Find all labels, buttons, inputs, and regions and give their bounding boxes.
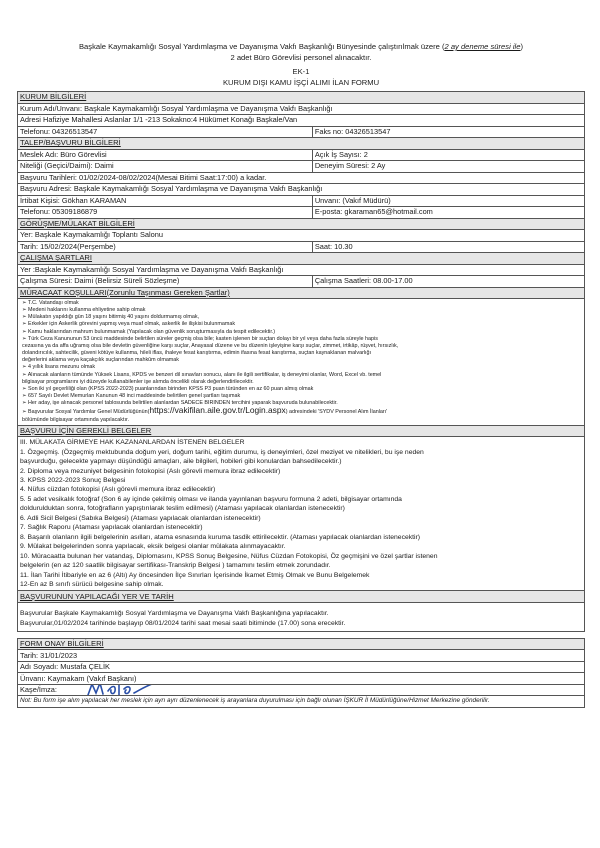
document-line: 2. Diploma veya mezuniyet belgesinin fotokopisi (Aslı görevli memura ibraz edilecektir) [20,467,281,475]
kase-imza [18,684,585,696]
gorusme-yer: Yer: Başkale Kaymakamlığı Toplantı Salonu [18,230,585,242]
form-note: Not: Bu form işe alım yapılacak her meslek için ayrı ayrı düzenlenecek iş arayanlara duyurulması için bağlı olunan İŞKUR İl Müdürlüğüne/Hizmet Merkezine gönderilir. [18,696,585,708]
link-prefix: ➢ Başvurular Sosyal Yardımlar Genel Müdürlüğünün( [22,409,150,416]
document-line: 9. Mülakat belgelerinden sonra yapılacak, eksik belgesi olanlar mülakata alınmayacaktır. [20,543,286,551]
calisma-header: ÇALIŞMA ŞARTLARI [18,253,585,265]
document-line: başvurduğu, gelecekte yapmayı düşündüğü amaçları, aile bilgileri, hobileri gibi konulardan bahsedilecektir.) [20,458,342,466]
basvuru-yeri-text [18,602,585,631]
condition-line: bilgisayar programlarını iyi düzeyde kullanabilenler işe alımda öncelikli olarak değerlendirilecektir. [22,378,254,385]
meslek-adi: Meslek Adı: Büro Görevlisi [18,149,313,161]
document-line: 3. KPSS 2022-2023 Sonuç Belgesi [20,476,126,484]
condition-line: ➢ Erkekler için Askerlik görevini yapmış veya muaf olmak, askerlik ile ilişkisi bulunmamak [22,321,236,328]
application-link-line [22,407,582,416]
document-line: 5. 5 adet vesikalık fotoğraf (Son 6 ay içinde çekilmiş olması ve ilanda yayınlanan başvuru formuna 2 adeti, bilgisayar ortamında [20,495,402,503]
condition-line: ➢ Mülakatın yapıldığı gün 18 yaşını bitirmiş 40 yaşını doldurmamış olmak, [22,314,200,321]
condition-line: ➢ T.C. Vatandaşı olmak [22,300,79,306]
condition-line: bölümünde bilgisayar ortamında yapılacaktır. [22,416,129,423]
irtibat-telefon: Telefonu: 05309186879 [18,207,313,219]
onay-unvani: Ünvanı: Kaymakam (Vakıf Başkanı) [18,673,585,685]
irtibat-eposta: E-posta: gkaraman65@hotmail.com [312,207,584,219]
document-line: belgelerin (en az 120 saatlik bilgisayar sertifikası-Transkrip Belgesi ) tamamını teslim etmek zorundadır. [20,562,331,570]
intro-line2: 2 adet Büro Görevlisi personel alınacaktır. [230,53,372,62]
condition-line: ➢ 4 yıllık lisans mezunu olmak [22,364,96,371]
condition-line: ➢ Türk Ceza Kanununun 53 üncü maddesinde belirtilen süreler geçmiş olsa bile; kasten işlenen bir suçtan dolayı bir yıl veya daha fazla süreyle hapis [22,335,378,342]
niteligi: Niteliği (Geçici/Daimi): Daimi [18,161,313,173]
gorusme-header: GÖRÜŞME/MÜLAKAT BİLGİLERİ [18,218,585,230]
signature-icon [86,684,156,696]
kurum-header: KURUM BİLGİLERİ [18,92,585,104]
calisma-yer: Yer :Başkale Kaymakamlığı Sosyal Yardımlaşma ve Dayanışma Vakfı Başkanlığı [18,264,585,276]
spacer [18,631,585,638]
condition-line: cezasına ya da affa uğramış olsa bile devletin güvenliğine karşı suçlar, Anayasal düzene ve bu düzenin işleyişine karşı suçlar, zimmet, irtikâp, rüşvet, hırsızlık, [22,342,399,349]
onay-header: FORM ONAY BİLGİLERİ [18,638,585,650]
document-line: 1. Özgeçmiş. (Özgeçmiş mektubunda doğum yeri, doğum tarihi, eğitim durumu, iş deneyimleri, özel meziyet ve nitelikleri, bu işe neden [20,448,424,456]
talep-header: TALEP/BAŞVURU BİLGİLERİ [18,138,585,150]
document-line: doldurulduktan sonra, fotoğrafların yapıştırılarak teslim edilmesi) (Ataması yapılacak olanlardan istenecektir) [20,505,345,513]
document-line: 10. Müracaatta bulunan her vatandaş, Diplomasını, KPSS Sonuç Belgesine, Nüfus Cüzdan Fotokopisi, Öz geçmişini ve özel şartlar istenen [20,552,438,560]
calisma-saatleri: Çalışma Saatleri: 08.00-17.00 [312,276,584,288]
form-title: KURUM DIŞI KAMU İŞÇİ ALIMI İLAN FORMU [222,78,380,87]
condition-line: ➢ Kamu haklarından mahrum bulunmamak (Yapılacak olan güvenlik soruşturmasıyla da tespit edilecektir.) [22,328,276,335]
condition-line: ➢ Medeni haklarını kullanma ehliyetine sahip olmak [22,307,146,314]
intro-line1: Başkale Kaymakamlığı Sosyal Yardımlaşma ve Dayanışma Vakfı Başkanlığı Bünyesinde çalıştırılmak üzere ( [78,42,445,51]
link-suffix: ) adresindeki 'SYDV Personel Alım İlanları' [285,409,388,416]
basvuru-adresi: Başvuru Adresi: Başkale Kaymakamlığı Sosyal Yardımlaşma ve Dayanışma Vakfı Başkanlığı [18,184,585,196]
document-line: 11. İlan Tarihi İtibariyle en az 6 (Altı) Ay öncesinden İlçe Sınırları İçerisinde İkamet Etmiş Olmak ve Bunu Belgelemek [20,571,370,579]
calisma-suresi: Çalışma Süresi: Daimi (Belirsiz Süreli Sözleşme) [18,276,313,288]
condition-line: dolandırıcılık, sahtecilik, güveni kötüye kullanma, hileli iflas, ihaleye fesat karıştırma, edimin ifasına fesat karıştırma, suçtan kaynaklanan malvarlığı [22,350,372,357]
basvuru-tarihleri: Başvuru Tarihleri: 01/02/2024-08/02/2024(Mesai Bitimi Saat:17:00) a kadar. [18,172,585,184]
muracaat-header: MÜRACAAT KOŞULLARI(Zorunlu Taşınması Gereken Şartlar) [18,287,585,299]
gorusme-saat: Saat: 10.30 [312,241,584,253]
irtibat-unvani: Unvanı: (Vakıf Müdürü) [312,195,584,207]
intro-line1-end: ) [520,42,523,51]
document-line: 4. Nüfus cüzdan fotokopisi (Aslı görevli memura ibraz edilecektir) [20,486,216,494]
deneyim-suresi: Deneyim Süresi: 2 Ay [312,161,584,173]
document-line: 6. Adli Sicil Belgesi (Sabıka Belgesi) (Ataması yapılacak olanlardan istenecektir) [20,514,261,522]
place-line: Başvurular,01/02/2024 tarihinde başlayıp 08/01/2024 tarihi saat mesai saati bitiminde (17.00) sona erecektir. [20,619,346,627]
document-line: 12-En az B sınıfı sürücü belgesine sahip olmak. [20,580,164,588]
condition-line: ➢ 657 Sayılı Devlet Memurları Kanunun 48 inci maddesinde belirtilen genel şartları taşımak [22,393,241,400]
irtibat-kisisi: İrtibat Kişisi: Gökhan KARAMAN [18,195,313,207]
trial-period-text: 2 ay deneme süresi ile [444,42,521,51]
annex-label: EK-1 [292,67,310,76]
acik-is-sayisi: Açık İş Sayısı: 2 [312,149,584,161]
condition-line: değerlerini aklama veya kaçakçılık suçlarından mahkûm olmamak [22,357,179,364]
announcement-form [17,91,585,708]
kurum-telefon: Telefonu: 04326513547 [18,126,313,138]
kurum-adi: Kurum Adı/Unvanı: Başkale Kaymakamlığı Sosyal Yardımlaşma ve Dayanışma Vakfı Başkanlığı [18,103,585,115]
gorusme-tarih: Tarih: 15/02/2024(Perşembe) [18,241,313,253]
onay-adi-soyadi: Adı Soyadı: Mustafa ÇELİK [18,661,585,673]
basvuru-yeri-header: BAŞVURUNUN YAPILACAĞI YER VE TARİH [18,591,585,603]
application-link[interactable]: https://vakifilan.aile.gov.tr/Login.aspx [149,407,286,416]
condition-line: ➢ Her aday, işe alınacak personel tablosunda belirtilen alanlardan SADECE BİRİNDEN tercihini yaparak başvuruda bulunabilecektir. [22,400,338,407]
condition-line: ➢ Alınacak alanların tümünde Yüksek Lisans, KPDS ve benzeri dil sınavları sonucu, alanı ile ilgili sertifikalar, iş deneyimi olanlar, Word, Excel vb. temel [22,371,382,378]
kurum-faks: Faks no: 04326513547 [312,126,584,138]
place-line: Başvurular Başkale Kaymakamlığı Sosyal Yardımlaşma ve Dayanışma Vakfı Başkanlığına yapılacaktır. [20,609,329,617]
document-line: 8. Başarılı olanların ilgili belgelerinin asılları, atama esnasında kuruma tasdik ettirilecektir. (Ataması yapılacak olanlardan istenecektir) [20,533,421,541]
kurum-adres: Adresi Hafiziye Mahallesi Aslanlar 1/1 -213 Sokakno:4 Hükümet Konağı Başkale/Van [18,115,585,127]
kase-imza-label: Kaşe/İmza: [20,685,57,695]
gerekli-belgeler [18,437,585,591]
belgeler-header: BAŞVURU İÇİN GEREKLİ BELGELER [18,425,585,437]
document-page [17,0,585,708]
condition-line: ➢ Son iki yıl geçerliliği olan (KPSS 2022-2023) puanlarından birinden KPSS P3 puan türünden en az 60 puan almış olmak [22,385,314,392]
document-line: III. MÜLAKATA GİRMEYE HAK KAZANANLARDAN İSTENEN BELGELER [20,439,245,447]
onay-tarih: Tarih: 31/01/2023 [18,650,585,662]
document-line: 7. Sağlık Raporu (Ataması yapılacak olanlardan istenecektir) [20,524,203,532]
muracaat-kosullari [18,299,585,426]
intro-text [17,41,585,63]
